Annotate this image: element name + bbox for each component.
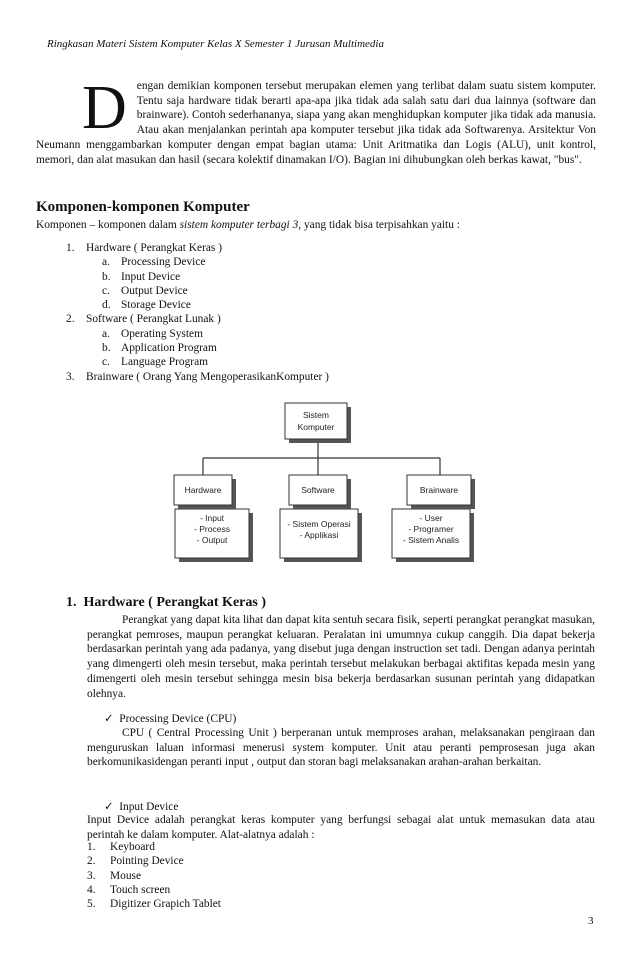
list-item bbox=[87, 840, 221, 854]
sub-letter: b. bbox=[102, 270, 111, 283]
item-label: Touch screen bbox=[110, 883, 171, 896]
sub-letter: a. bbox=[102, 327, 110, 340]
item-number: 1. bbox=[66, 242, 75, 254]
list-item bbox=[87, 854, 221, 868]
item-number: 1. bbox=[87, 841, 96, 853]
list-item bbox=[87, 869, 221, 883]
heading-number: 1. bbox=[66, 595, 77, 610]
intro-text: engan demikian komponen tersebut merupakan elemen yang terlibat dalam suatu sistem komputer. Tentu saja hardware tidak berarti apa-apa jika tidak ada salah satu dari dua lainnya (software dan brainware). Contoh sederhananya, siapa yang akan menghidupkan komputer jika tidak ada manusia. Atau akan menjalankan perintah apa komputer tersebut jika tidak ada Softwarenya. Arsitektur Von Neumann menggambarkan komputer dengan empat bagian utama: Unit Aritmatika dan Logis (ALU), unit kontrol, memori, dan alat masukan dan hasil (secara kolektif dinamakan I/O). Bagian ini dihubungkan oleh berkas kawat, "bus". bbox=[36, 80, 596, 166]
sub-label: Application Program bbox=[121, 342, 217, 355]
brainware-item: - Sistem Analis bbox=[402, 535, 460, 545]
root-line-2: Komputer bbox=[297, 422, 335, 432]
cpu-subheading bbox=[104, 711, 236, 725]
sub-letter: c. bbox=[102, 284, 110, 297]
section-title: Komponen-komponen Komputer bbox=[36, 199, 250, 215]
item-number: 3. bbox=[66, 370, 75, 383]
brainware-item: - User bbox=[419, 513, 443, 523]
item-number: 4. bbox=[87, 883, 96, 896]
checkmark-icon: ✓ bbox=[104, 713, 114, 725]
item-label: Hardware ( Perangkat Keras ) bbox=[86, 242, 222, 254]
item-label: Brainware ( Orang Yang MengoperasikanKomputer ) bbox=[86, 370, 329, 383]
list-item bbox=[87, 883, 221, 897]
input-paragraph: Input Device adalah perangkat keras komputer yang berfungsi sebagai alat untuk memasukan data atau perintah ke dalam komputer. Alat-alatnya adalah : bbox=[87, 814, 595, 841]
item-number: 3. bbox=[87, 869, 96, 882]
software-box bbox=[280, 475, 362, 562]
input-subheading bbox=[104, 799, 178, 813]
item-number: 2. bbox=[66, 313, 75, 326]
item-number: 5. bbox=[87, 898, 96, 911]
sub-letter: b. bbox=[102, 342, 111, 355]
sub-label: Output Device bbox=[121, 284, 188, 297]
item-label: Keyboard bbox=[110, 841, 155, 853]
root-line-1: Sistem bbox=[303, 410, 329, 420]
item-label: Digitizer Grapich Tablet bbox=[110, 898, 221, 911]
software-item: - Sistem Operasi bbox=[287, 519, 351, 529]
sub-label: Storage Device bbox=[121, 299, 191, 312]
cpu-paragraph: CPU ( Central Processing Unit ) berperanan untuk memproses arahan, melaksanakan pengiraan dan menguruskan laluan informasi menerusi system komputer. Unit atau peranti pemprosesan juga akan berkomunikasidengan peranti input , output dan storan bagi melaksanakan arahan-arahan berkaitan. bbox=[87, 727, 595, 769]
brainware-item: - Programer bbox=[408, 524, 454, 534]
sub-label: Input Device bbox=[121, 270, 181, 283]
cpu-title: Processing Device (CPU) bbox=[119, 713, 237, 725]
sub-letter: a. bbox=[102, 256, 110, 269]
running-header: Ringkasan Materi Sistem Komputer Kelas X Semester 1 Jurusan Multimedia bbox=[47, 38, 384, 50]
hardware-title: Hardware bbox=[184, 485, 222, 495]
lead-prefix: Komponen – komponen dalam bbox=[36, 219, 180, 231]
item-label: Mouse bbox=[110, 869, 142, 882]
hardware-box bbox=[174, 475, 253, 562]
checkmark-icon: ✓ bbox=[104, 801, 114, 813]
sub-letter: c. bbox=[102, 356, 110, 369]
hardware-item: - Process bbox=[194, 524, 230, 534]
hardware-item: - Input bbox=[199, 513, 225, 523]
list-item bbox=[87, 897, 221, 911]
sub-label: Operating System bbox=[121, 327, 203, 340]
sub-label: Language Program bbox=[121, 356, 208, 369]
lead-italic: sistem komputer terbagi 3 bbox=[179, 219, 299, 231]
lead-suffix: , yang tidak bisa terpisahkan yaitu : bbox=[298, 219, 460, 231]
item-number: 2. bbox=[87, 855, 96, 868]
hardware-heading bbox=[66, 595, 266, 611]
sub-label: Processing Device bbox=[121, 256, 206, 269]
software-title: Software bbox=[301, 485, 335, 495]
heading-text: Hardware ( Perangkat Keras ) bbox=[83, 595, 266, 610]
diagram-connectors bbox=[203, 440, 440, 476]
root-box bbox=[285, 403, 351, 443]
drop-cap: D bbox=[82, 74, 127, 142]
item-label: Software ( Perangkat Lunak ) bbox=[86, 313, 221, 326]
input-device-list bbox=[87, 840, 221, 911]
hardware-item: - Output bbox=[196, 535, 228, 545]
brainware-title: Brainware bbox=[419, 485, 459, 495]
hardware-paragraph: Perangkat yang dapat kita lihat dan dapat kita sentuh secara fisik, seperti perangkat perangkat masukan, perangkat pemroses, maupun perangkat keluaran. Peralatan ini umumnya cukup canggih. Dia dapat bekerja berdasarkan perintah yang ada padanya, yang disebut juga dengan instruction set tadi. Dengan adanya perintah yang dimengerti oleh mesin tersebut, maka perintah tersebut melakukan berbagai aktifitas kepada mesin yang dimengerti oleh mesin tersebut sehingga mesin bisa bekerja berdasarkan susunan perintah yang didapatkan olehnya. bbox=[87, 614, 595, 700]
input-title: Input Device bbox=[119, 801, 179, 813]
software-item: - Applikasi bbox=[299, 530, 339, 540]
sub-letter: d. bbox=[102, 299, 111, 312]
page-number: 3 bbox=[588, 915, 594, 927]
brainware-box bbox=[392, 475, 475, 562]
item-label: Pointing Device bbox=[110, 855, 184, 868]
